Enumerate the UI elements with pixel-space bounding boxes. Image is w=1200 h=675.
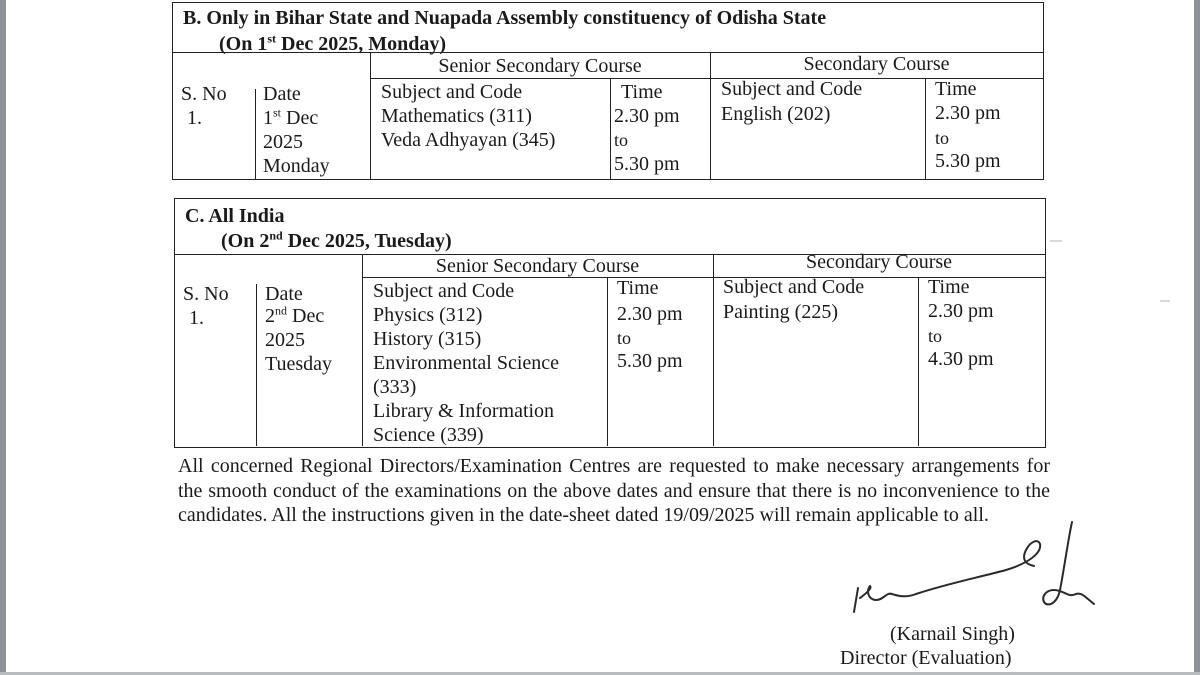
section-c-senior-subject: Science (339) [373,424,484,446]
signatory-name: (Karnail Singh) [890,623,1015,645]
section-b-senior-time: 5.30 pm [614,153,680,175]
section-c-col-senior-subject: Subject and Code [373,280,515,302]
section-b-row-sno: 1. [187,107,202,129]
section-c-secondary-header: Secondary Course [805,251,953,273]
section-c-col-secondary-subject: Subject and Code [723,276,865,298]
section-c-col-sno: S. No [183,283,229,305]
signature-image [846,520,1106,620]
signatory-designation: Director (Evaluation) [840,647,1012,669]
scan-right-edge [1194,0,1200,675]
section-c-secondary-time: 4.30 pm [928,348,994,370]
section-b-row-weekday: Monday [263,155,330,177]
section-b-row-year: 2025 [263,131,303,153]
section-c-senior-time: 2.30 pm [617,303,683,325]
scan-speck [1050,240,1062,242]
scan-left-edge [0,0,6,675]
section-c-subtitle: (On 2nd Dec 2025, Tuesday) [221,228,452,252]
section-b-senior-time: 2.30 pm [614,105,680,127]
section-c-title: C. All India [185,205,285,227]
section-c-senior-time: to [617,328,632,348]
section-c-row-year: 2025 [265,329,305,351]
section-b-senior-subject: Veda Adhyayan (345) [381,129,556,151]
section-c-senior-subject: History (315) [373,328,482,350]
section-c-senior-subject: Physics (312) [373,304,483,326]
section-b-secondary-subject: English (202) [721,103,831,125]
section-c-senior-subject: (333) [373,376,417,398]
section-c-row-date: 2nd Dec [265,303,325,327]
section-b-secondary-header: Secondary Course [803,53,950,75]
section-b-senior-time: to [614,130,629,150]
instructions-paragraph: All concerned Regional Directors/Examination Centres are requested to make necessary arrangements for the smooth conduct of the examinations on the above dates and ensure that there is no inconvenience to the candidates. All the instructions given in the date-sheet dated 19/09/2025 will remain applicable to all. [178,455,1050,526]
scan-speck [1160,300,1170,302]
section-b-secondary-time: to [935,128,950,148]
section-b-title: B. Only in Bihar State and Nuapada Assembly constituency of Odisha State [183,7,827,29]
section-b-row-date: 1st Dec [263,105,319,129]
section-c-row-sno: 1. [189,307,204,329]
section-c-senior-subject: Library & Information [373,400,555,422]
section-b-col-senior-time: Time [621,81,663,103]
section-b-col-senior-subject: Subject and Code [381,81,523,103]
section-c-table [174,198,1046,448]
section-b-secondary-time: 2.30 pm [935,102,1001,124]
section-c-secondary-time: 2.30 pm [928,300,994,322]
section-c-senior-subject: Environmental Science [373,352,560,374]
section-b-col-secondary-subject: Subject and Code [721,78,863,100]
section-c-secondary-time: to [928,326,943,346]
section-c-senior-header: Senior Secondary Course [435,255,640,277]
section-b-senior-header: Senior Secondary Course [438,55,642,77]
section-b-col-sno: S. No [181,83,227,105]
section-c-col-date: Date [265,283,303,305]
section-b-table [172,2,1044,180]
section-b-subtitle: (On 1st Dec 2025, Monday) [219,31,446,55]
section-c-senior-time: 5.30 pm [617,350,683,372]
section-b-senior-subject: Mathematics (311) [381,105,532,127]
section-b-col-date: Date [263,83,301,105]
section-c-col-senior-time: Time [617,277,659,299]
section-b-col-secondary-time: Time [935,78,977,100]
section-b-secondary-time: 5.30 pm [935,150,1001,172]
section-c-col-secondary-time: Time [928,276,970,298]
section-c-secondary-subject: Painting (225) [723,301,838,323]
section-c-row-weekday: Tuesday [265,353,333,375]
